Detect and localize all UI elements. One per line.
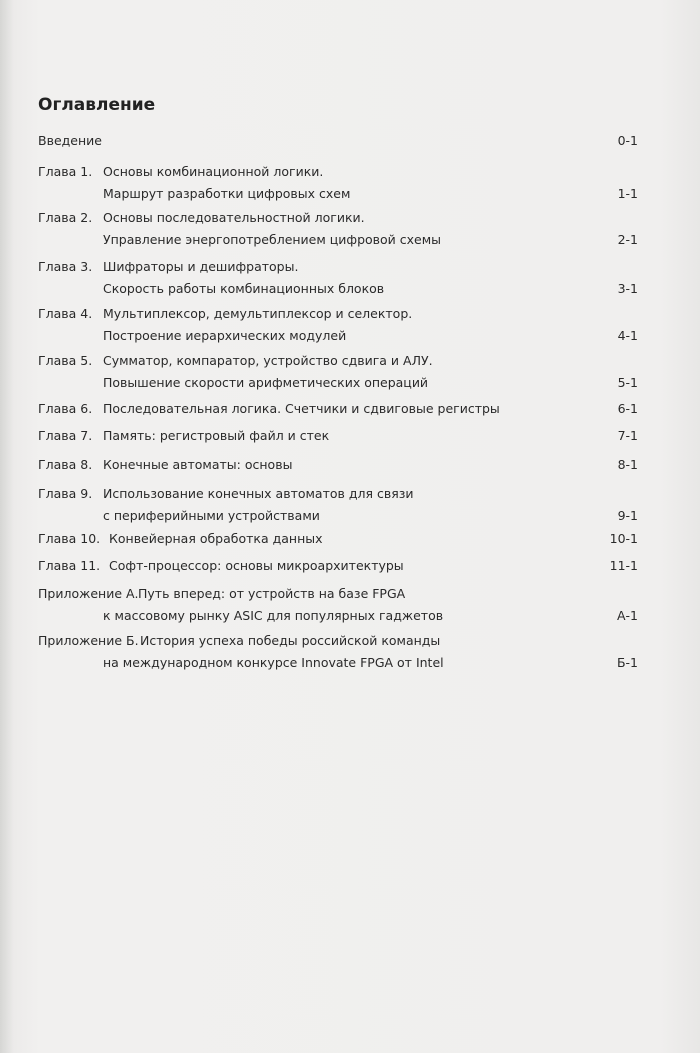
chapter-title	[109, 529, 323, 551]
toc-page-number: 3-1	[617, 281, 638, 296]
chapter-title	[103, 351, 433, 395]
toc-page-number: 7-1	[617, 428, 638, 443]
chapter-title	[103, 399, 500, 421]
toc-page-number: 5-1	[617, 375, 638, 390]
chapter-label: Глава 5.	[38, 353, 93, 368]
toc-page-number: 4-1	[617, 328, 638, 343]
toc-title: Оглавление	[38, 95, 156, 115]
chapter-title	[103, 455, 292, 477]
chapter-title-line: с периферийными устройствами	[103, 508, 320, 523]
chapter-label: Глава 6.	[38, 401, 93, 416]
chapter-title-line: Сумматор, компаратор, устройство сдвига и АЛУ.	[103, 353, 433, 368]
appendix-title-line: История успеха победы российской команды	[140, 633, 441, 648]
chapter-title-line: Маршрут разработки цифровых схем	[103, 186, 351, 201]
chapter-label: Глава 10.	[38, 531, 101, 546]
chapter-title-line: Софт-процессор: основы микроархитектуры	[109, 558, 404, 573]
chapter-label: Глава 9.	[38, 486, 93, 501]
chapter-label: Глава 4.	[38, 306, 93, 321]
toc-page-number: Б-1	[616, 655, 638, 670]
toc-page-number: 9-1	[617, 508, 638, 523]
toc-page-number: 10-1	[609, 531, 638, 546]
chapter-title	[103, 426, 329, 448]
chapter-title-line: Скорость работы комбинационных блоков	[103, 281, 385, 296]
chapter-title-line: Конечные автоматы: основы	[103, 457, 293, 472]
chapter-title-line: Шифраторы и дешифраторы.	[103, 259, 299, 274]
appendix-title-line: на международном конкурсе Innovate FPGA от Intel	[103, 655, 444, 670]
toc-page-number: 8-1	[617, 457, 638, 472]
toc-page-number: 6-1	[617, 401, 638, 416]
chapter-label: Глава 2.	[38, 210, 93, 225]
chapter-title	[109, 556, 404, 578]
chapter-label: Глава 7.	[38, 428, 93, 443]
appendix-title	[103, 631, 444, 675]
toc-page-number: 0-1	[617, 133, 638, 148]
chapter-label: Глава 3.	[38, 259, 93, 274]
appendix-label: Приложение А.	[38, 586, 139, 601]
chapter-title-line: Последовательная логика. Счетчики и сдвиговые регистры	[103, 401, 500, 416]
chapter-title-line: Построение иерархических модулей	[103, 328, 347, 343]
appendix-title-line: к массовому рынку ASIC для популярных гаджетов	[103, 608, 444, 623]
toc-entry-title: Введение	[38, 133, 102, 148]
chapter-title-line: Мультиплексор, демультиплексор и селектор.	[103, 306, 413, 321]
toc-page-number: 2-1	[617, 232, 638, 247]
chapter-title	[103, 208, 441, 252]
chapter-title	[103, 484, 414, 528]
chapter-title	[103, 304, 412, 348]
appendix-label: Приложение Б.	[38, 633, 139, 648]
chapter-label: Глава 11.	[38, 558, 101, 573]
toc-page-number: А-1	[616, 608, 638, 623]
chapter-label: Глава 1.	[38, 164, 93, 179]
chapter-title	[103, 162, 350, 206]
toc-page-number: 1-1	[617, 186, 638, 201]
chapter-title-line: Память: регистровый файл и стек	[103, 428, 330, 443]
appendix-title-line: Путь вперед: от устройств на базе FPGA	[138, 586, 406, 601]
chapter-title-line: Управление энергопотреблением цифровой схемы	[103, 232, 442, 247]
chapter-title-line: Конвейерная обработка данных	[109, 531, 323, 546]
chapter-title	[103, 257, 384, 301]
chapter-label: Глава 8.	[38, 457, 93, 472]
toc-page-number: 11-1	[609, 558, 638, 573]
chapter-title-line: Основы комбинационной логики.	[103, 164, 324, 179]
appendix-title	[103, 584, 444, 628]
chapter-title-line: Основы последовательностной логики.	[103, 210, 365, 225]
chapter-title-line: Повышение скорости арифметических операций	[103, 375, 429, 390]
chapter-title-line: Использование конечных автоматов для связи	[103, 486, 414, 501]
